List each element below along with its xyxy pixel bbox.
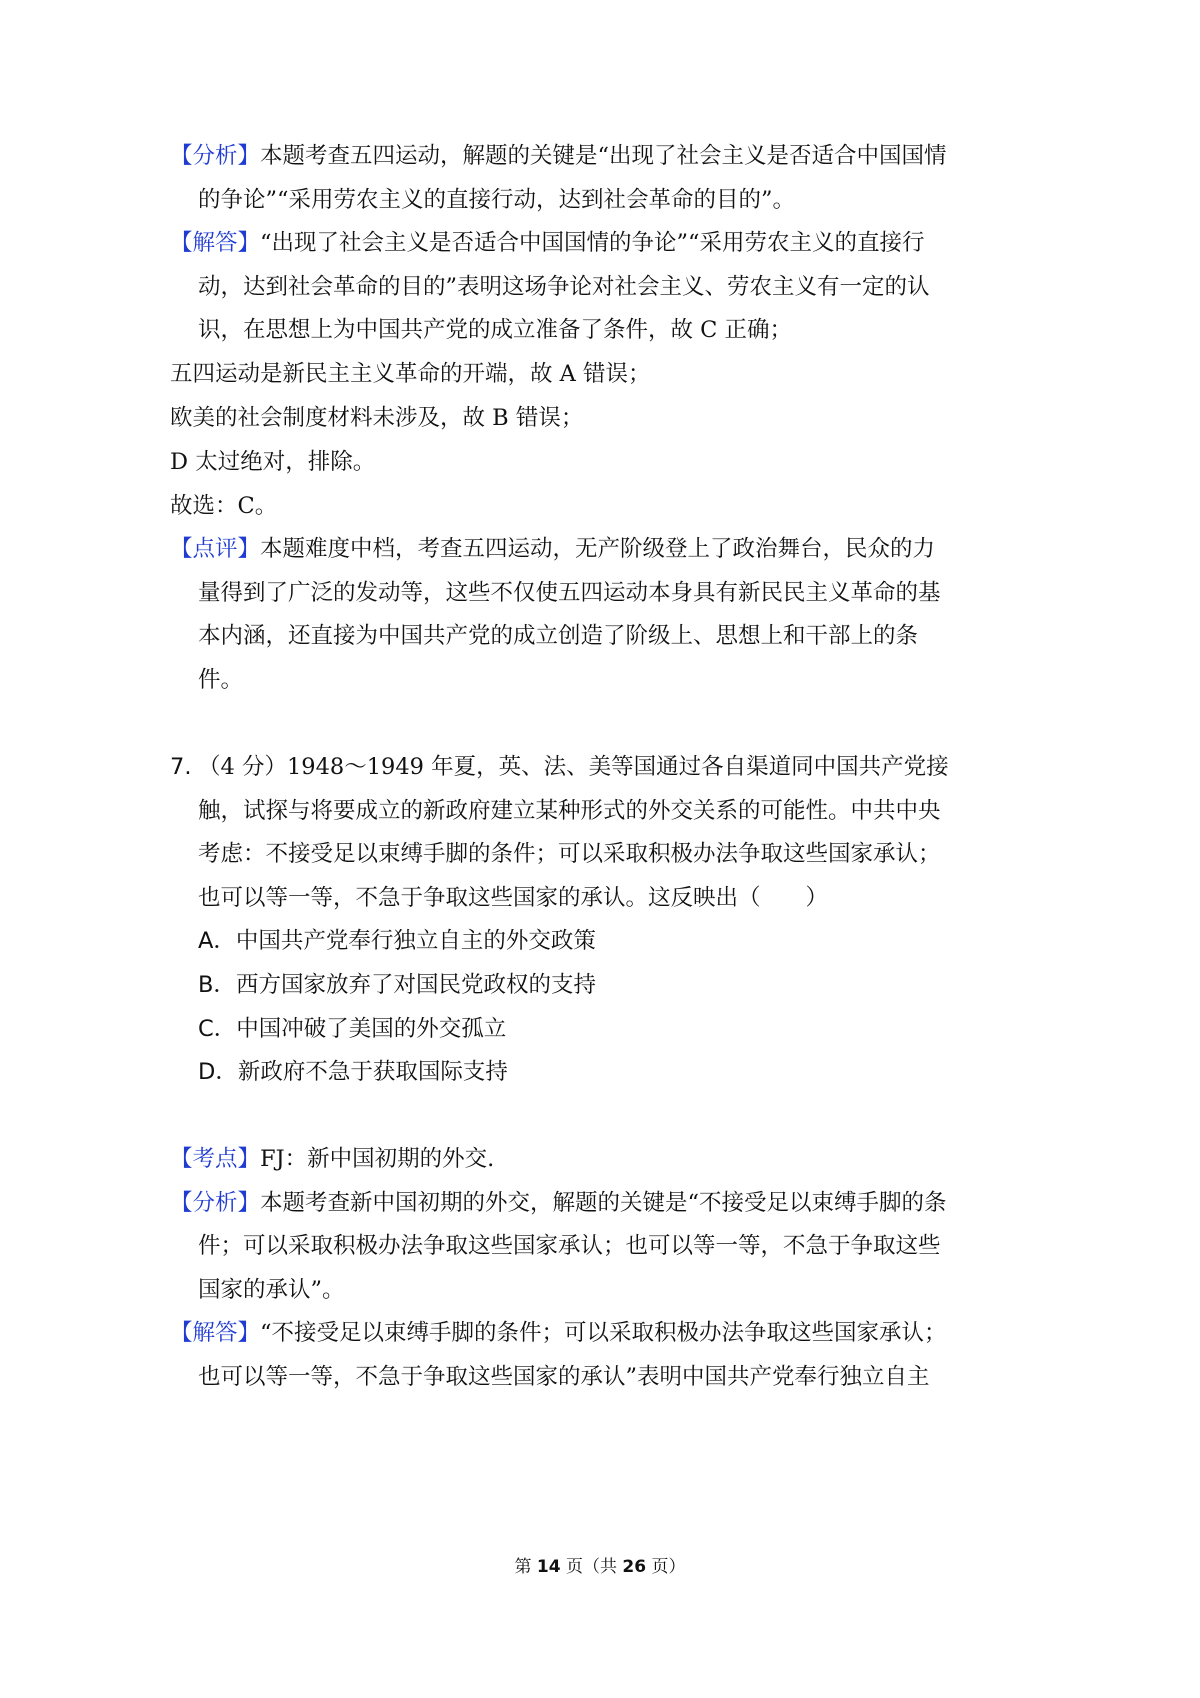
answer-line-1 bbox=[170, 228, 925, 258]
q7-analysis-text-3: 国家的承认”。 bbox=[198, 1277, 345, 1303]
elimination-text-3: D 太过绝对，排除。 bbox=[170, 449, 376, 475]
option-a-letter: A． bbox=[198, 928, 236, 954]
q7-answer-text-1: “不接受足以束缚手脚的条件；可以采取积极办法争取这些国家承认； bbox=[260, 1320, 947, 1346]
question-number bbox=[170, 752, 191, 782]
option-b bbox=[198, 970, 596, 1000]
analysis-text-1: 本题考查五四运动，解题的关键是“出现了社会主义是否适合中国国情 bbox=[260, 143, 947, 169]
answer-text-2: 动，达到社会革命的目的”表明这场争论对社会主义、劳农主义有一定的认 bbox=[198, 274, 930, 300]
final-choice-line bbox=[170, 491, 277, 521]
question-stem-text-4: 也可以等一等，不急于争取这些国家的承认。这反映出（ ） bbox=[198, 885, 829, 911]
option-d bbox=[198, 1057, 508, 1087]
option-c-letter: C． bbox=[198, 1016, 237, 1042]
footer-total-pages: 26 bbox=[622, 1557, 647, 1577]
question-stem-line-4 bbox=[198, 883, 828, 913]
knowledge-point-line bbox=[170, 1144, 494, 1174]
q7-analysis-line-3 bbox=[198, 1275, 345, 1305]
knowledge-point-text: FJ：新中国初期的外交. bbox=[260, 1146, 495, 1172]
answer-tag: 【解答】 bbox=[170, 230, 261, 256]
question-stem-line-1 bbox=[198, 752, 949, 782]
comment-line-3 bbox=[198, 621, 918, 651]
option-c-text: 中国冲破了美国的外交孤立 bbox=[236, 1016, 507, 1042]
q7-analysis-line-1 bbox=[170, 1188, 947, 1218]
footer-mid: 页（共 bbox=[566, 1557, 617, 1577]
comment-line-1 bbox=[170, 534, 935, 564]
comment-line-2 bbox=[198, 578, 941, 608]
question-stem-line-2 bbox=[198, 796, 941, 826]
option-b-letter: B． bbox=[198, 972, 236, 998]
question-stem-text-1: （4 分）1948～1949 年夏，英、法、美等国通过各自渠道同中国共产党接 bbox=[198, 754, 949, 780]
knowledge-point-tag: 【考点】 bbox=[170, 1146, 261, 1172]
footer-suffix: 页） bbox=[651, 1557, 686, 1577]
question-stem-text-2: 触，试探与将要成立的新政府建立某种形式的外交关系的可能性。中共中央 bbox=[198, 798, 941, 824]
comment-text-4: 件。 bbox=[198, 667, 244, 693]
option-d-text: 新政府不急于获取国际支持 bbox=[237, 1059, 508, 1085]
comment-text-3: 本内涵，还直接为中国共产党的成立创造了阶级上、思想上和干部上的条 bbox=[198, 623, 919, 649]
q7-answer-line-1 bbox=[170, 1318, 947, 1348]
question-stem-text-3: 考虑：不接受足以束缚手脚的条件；可以采取积极办法争取这些国家承认； bbox=[198, 841, 941, 867]
elimination-line-1 bbox=[170, 359, 651, 389]
q7-answer-line-2 bbox=[198, 1362, 930, 1392]
elimination-text-2: 欧美的社会制度材料未涉及，故 B 错误； bbox=[170, 405, 584, 431]
q7-answer-text-2: 也可以等一等，不急于争取这些国家的承认”表明中国共产党奉行独立自主 bbox=[198, 1364, 930, 1390]
q7-analysis-text-1: 本题考查新中国初期的外交，解题的关键是“不接受足以束缚手脚的条 bbox=[260, 1190, 947, 1216]
option-d-letter: D． bbox=[198, 1059, 238, 1085]
answer-text-3: 识，在思想上为中国共产党的成立准备了条件，故 C 正确； bbox=[198, 317, 793, 343]
final-choice-text: 故选：C。 bbox=[170, 493, 278, 519]
elimination-text-1: 五四运动是新民主主义革命的开端，故 A 错误； bbox=[170, 361, 651, 387]
answer-text-1: “出现了社会主义是否适合中国国情的争论”“采用劳农主义的直接行 bbox=[260, 230, 925, 256]
footer-prefix: 第 bbox=[514, 1557, 532, 1577]
q7-answer-tag: 【解答】 bbox=[170, 1320, 261, 1346]
q7-analysis-line-2 bbox=[198, 1231, 941, 1261]
answer-line-3 bbox=[198, 315, 792, 345]
footer-page-number: 14 bbox=[536, 1557, 561, 1577]
option-b-text: 西方国家放弃了对国民党政权的支持 bbox=[235, 972, 596, 998]
analysis-line-2 bbox=[198, 185, 795, 215]
comment-text-1: 本题难度中档，考查五四运动，无产阶级登上了政治舞台，民众的力 bbox=[260, 536, 936, 562]
elimination-line-2 bbox=[170, 403, 583, 433]
option-a bbox=[198, 926, 596, 956]
elimination-line-3 bbox=[170, 447, 375, 477]
question-number-text: 7. bbox=[170, 754, 192, 780]
option-a-text: 中国共产党奉行独立自主的外交政策 bbox=[235, 928, 596, 954]
comment-tag: 【点评】 bbox=[170, 536, 261, 562]
page-footer bbox=[0, 1556, 1200, 1578]
q7-analysis-tag: 【分析】 bbox=[170, 1190, 261, 1216]
comment-line-4 bbox=[198, 665, 243, 695]
analysis-line-1 bbox=[170, 141, 947, 171]
answer-line-2 bbox=[198, 272, 930, 302]
comment-text-2: 量得到了广泛的发动等，这些不仅使五四运动本身具有新民民主义革命的基 bbox=[198, 580, 941, 606]
q7-analysis-text-2: 件；可以采取积极办法争取这些国家承认；也可以等一等，不急于争取这些 bbox=[198, 1233, 941, 1259]
option-c bbox=[198, 1014, 506, 1044]
analysis-text-2: 的争论”“采用劳农主义的直接行动，达到社会革命的目的”。 bbox=[198, 187, 796, 213]
question-stem-line-3 bbox=[198, 839, 941, 869]
analysis-tag: 【分析】 bbox=[170, 143, 261, 169]
